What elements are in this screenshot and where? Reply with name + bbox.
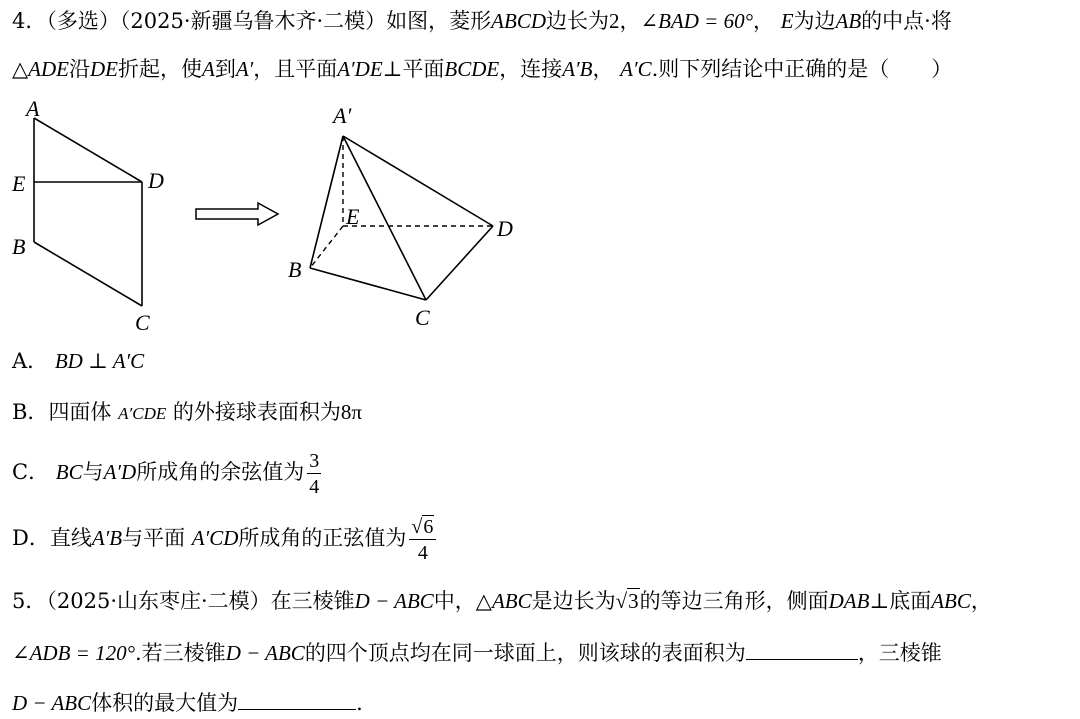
q5-text: 底面 xyxy=(889,589,932,613)
label-d-solid: D xyxy=(497,216,513,241)
q4-text: ，连接 xyxy=(499,57,563,81)
option-c-fraction xyxy=(307,451,321,497)
q4-angle: ∠BAD = 60° xyxy=(640,9,753,33)
option-a-letter: A． xyxy=(12,349,49,373)
q4-text: 为边 xyxy=(793,9,836,33)
q4-text: 到 xyxy=(214,57,236,81)
q5-angle: ∠ADB = 120° xyxy=(12,641,135,665)
q5-line-2 xyxy=(12,639,942,666)
option-c-text: 与 xyxy=(82,460,104,484)
q5-text: .若三棱锥 xyxy=(135,641,226,665)
option-a xyxy=(12,348,144,374)
q5-triangle: △ABC xyxy=(475,589,532,613)
segment-ad-flat xyxy=(34,118,142,182)
option-d-fraction xyxy=(409,517,436,563)
label-c-flat: C xyxy=(135,310,150,335)
q5-text: 的等边三角形，侧面 xyxy=(639,589,829,613)
label-b-solid: B xyxy=(288,257,302,282)
q5-base: ABC xyxy=(931,589,971,613)
option-c-m1: BC xyxy=(55,460,83,484)
q4-text: ，且平面 xyxy=(253,57,338,81)
segment-bc xyxy=(310,268,426,300)
folded-pyramid xyxy=(310,136,493,300)
q5-line-1 xyxy=(12,588,992,614)
q5-line-3 xyxy=(12,689,363,716)
answer-blank-1[interactable] xyxy=(746,639,858,660)
q5-text: 是边长为 xyxy=(531,589,616,613)
q5-number: 5． xyxy=(12,589,47,613)
fraction-denominator: 4 xyxy=(417,541,428,564)
q4-tag: （多选） xyxy=(46,9,120,33)
q4-point-a: A xyxy=(201,57,215,81)
option-b xyxy=(12,399,362,427)
q4-rhombus: ABCD xyxy=(491,9,546,33)
label-a-prime: A′ xyxy=(333,103,352,128)
option-b-letter: B． xyxy=(12,400,49,424)
label-d-flat: D xyxy=(148,168,164,193)
radicand: 6 xyxy=(423,515,434,538)
option-d-text: 与平面 xyxy=(122,526,186,550)
q5-text: . xyxy=(356,691,363,715)
q4-line-2: △ADE沿DE折起，使A到A′，且平面A′DE⊥平面BCDE，连接A′B， A′C.则下列结论中正确的是（ ） xyxy=(12,57,953,81)
transform-arrow xyxy=(196,203,278,225)
option-c-m2: A′D xyxy=(103,460,137,484)
segment-cd xyxy=(426,226,493,300)
option-c-letter: C． xyxy=(12,460,50,484)
q5-face: DAB xyxy=(828,589,870,613)
q4-number: 4． xyxy=(12,9,47,33)
label-e-solid: E xyxy=(346,204,360,229)
fraction-denominator: 4 xyxy=(309,475,320,498)
label-b-flat: B xyxy=(12,234,26,259)
q4-text: 折起，使 xyxy=(117,57,202,81)
q5-source: （2025·山东枣庄·二模） xyxy=(46,589,271,613)
segment-a1b xyxy=(310,136,343,268)
option-d-text: 直线 xyxy=(49,526,92,550)
label-c-solid: C xyxy=(415,305,430,330)
option-a-math: BD ⊥ A′C xyxy=(54,349,145,373)
q5-text: ， xyxy=(970,589,992,613)
option-b-math: A′CDE xyxy=(118,404,167,423)
q5-pyramid-2: D − ABC xyxy=(225,641,305,665)
q5-sqrt: √3 xyxy=(615,589,639,613)
q4-segment-ab: AB xyxy=(835,9,862,33)
option-d-m1: A′B xyxy=(91,526,123,550)
option-d xyxy=(12,512,436,564)
q4-triangle: △ADE xyxy=(12,57,69,81)
q5-text: 的四个顶点均在同一球面上，则该球的表面积为 xyxy=(304,641,746,665)
q4-plane-1: A′DE xyxy=(337,57,383,81)
q4-line-1: 4．（多选）（2025·新疆乌鲁木齐·二模）如图，菱形ABCD边长为2，∠BAD = 60°， E为边AB的中点·将 xyxy=(12,9,952,33)
q5-perp: ⊥ xyxy=(869,589,890,613)
option-c-text: 所成角的余弦值为 xyxy=(136,460,305,484)
label-e-flat: E xyxy=(12,171,26,196)
q4-point-a-prime: A′ xyxy=(235,57,254,81)
q4-segment-de: DE xyxy=(89,57,118,81)
option-b-text: 的外接球表面积为 xyxy=(172,400,341,424)
option-d-text: 所成角的正弦值为 xyxy=(238,526,407,550)
answer-blank-2[interactable] xyxy=(238,689,356,710)
fraction-numerator: 3 xyxy=(309,449,320,472)
sqrt-symbol: √6 xyxy=(411,515,434,538)
q4-point-e: E xyxy=(780,9,794,33)
label-a-flat: A xyxy=(26,96,40,121)
q4-text: 沿 xyxy=(68,57,90,81)
fraction-numerator xyxy=(409,517,436,540)
q4-source: （2025·新疆乌鲁木齐·二模） xyxy=(119,9,387,33)
q5-text: 中， xyxy=(433,589,476,613)
q4-text: 的中点·将 xyxy=(861,9,952,33)
q4-perp: ⊥ xyxy=(382,57,403,81)
q4-text: 边长为 xyxy=(546,9,609,33)
q4-segment-1: A′B xyxy=(562,57,593,81)
q4-side-length: 2 xyxy=(609,9,620,33)
option-d-m2: A′CD xyxy=(191,526,239,550)
q4-plane-2: BCDE xyxy=(444,57,500,81)
option-d-letter: D． xyxy=(12,526,50,550)
q5-pyramid: D − ABC xyxy=(354,589,434,613)
option-c xyxy=(12,448,321,497)
segment-bc-flat xyxy=(34,242,142,306)
q5-text: ，三棱锥 xyxy=(857,641,942,665)
q5-pyramid-3: D − ABC xyxy=(12,691,92,715)
option-b-value: 8π xyxy=(340,400,363,424)
q5-text: 体积的最大值为 xyxy=(91,691,239,715)
flat-rhombus xyxy=(34,118,142,306)
q4-segment-2: A′C xyxy=(620,57,652,81)
q4-text: 平面 xyxy=(402,57,445,81)
option-b-text: 四面体 xyxy=(48,400,112,424)
q5-text: 在三棱锥 xyxy=(270,589,355,613)
q4-text: 如图，菱形 xyxy=(386,9,492,33)
q4-text: .则下列结论中正确的是（ ） xyxy=(651,57,953,81)
radicand: 3 xyxy=(628,589,639,613)
q4-figure xyxy=(0,90,560,340)
